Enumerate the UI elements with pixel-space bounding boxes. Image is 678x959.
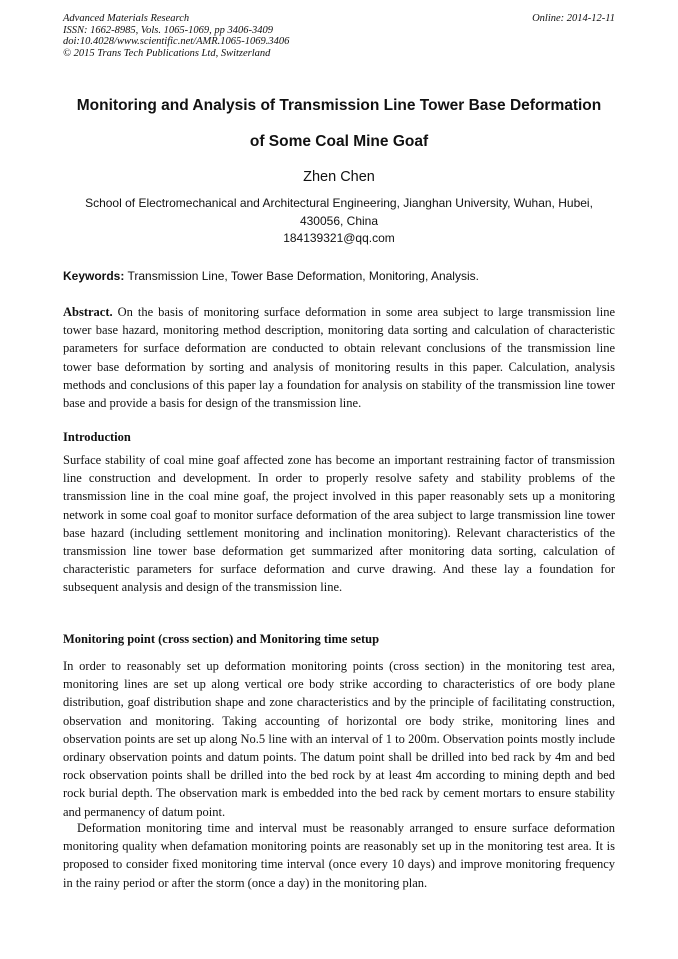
- journal-name: Advanced Materials Research: [63, 13, 190, 24]
- journal-copyright: © 2015 Trans Tech Publications Ltd, Switzerland: [63, 47, 271, 59]
- journal-doi: doi:10.4028/www.scientific.net/AMR.1065-1069.3406: [63, 36, 290, 48]
- paper-title-line-1: Monitoring and Analysis of Transmission Line Tower Base Deformation: [76, 97, 602, 114]
- paper-title-line-2: of Some Coal Mine Goaf: [249, 133, 429, 150]
- abstract-text: On the basis of monitoring surface deformation in some area subject to large transmission line tower base hazard, monitoring method description, monitoring data sorting and calculation of characteristic parameters for surface deformation are conducted to obtain relevant conclusions of the transmission line tower base deformation by sorting and analysis of monitoring results in this paper. Calculation, analysis methods and conclusions of this paper lay a foundation for analysis on stability of the transmission line tower base and provide a basis for design of the transmission line.: [63, 305, 615, 411]
- keywords: [63, 268, 623, 285]
- author-affiliation: School of Electromechanical and Architectural Engineering, Jianghan University, Wuhan, Hubei, 430056, China: [85, 196, 593, 228]
- keywords-label: Keywords:: [63, 269, 125, 283]
- monitoring-paragraph-2: Deformation monitoring time and interval must be reasonably arranged to ensure surface deformation monitoring quality when defamation monitoring points are reasonably set up in the monitoring test area. It is proposed to consider fixed monitoring time interval (once every 10 days) and improve monitoring frequency in the rainy period or after the storm (once a day) in the monitoring plan.: [63, 821, 615, 890]
- introduction-text: Surface stability of coal mine goaf affected zone has become an important restraining factor of transmission line construction and development. In order to properly resolve safety and stability problems of the transmission line in the coal mine goaf, the project involved in this paper reasonably sets up a monitoring network in some coal goaf to monitor surface deformation of the area subject to large transmission line tower base hazard (including settlement monitoring and inclination monitoring). Relevant characteristics of the transmission line tower base deformation get summarized after monitoring data sorting, calculation of characteristic parameters for surface deformation and curve drawing. And these lay a foundation for subsequent analysis and design of the transmission line.: [63, 453, 615, 595]
- journal-header: [63, 13, 615, 59]
- author-email: 184139321@qq.com: [283, 231, 395, 245]
- monitoring-paragraph-1: In order to reasonably set up deformation monitoring points (cross section) in the monitoring test area, monitoring lines are set up along vertical ore body strike according to characteristics of ore body plane distribution, goaf distribution shape and zone characteristics and by the principle of facilitating construction, observation and monitoring. Taking accounting of horizontal ore body strike, monitoring lines and observation points are set up along No.5 line with an interval of 1 to 200m. Observation points mostly include ordinary observation points and datum points. The datum point shall be drilled into bed rack by 4m and bed rock observation points shall be drilled into the bed rock by at least 4m according to mining depth and bed rock burial depth. The observation mark is embedded into the bed rack by cement mortars to ensure stability and permanency of datum point.: [63, 659, 615, 819]
- abstract: [63, 303, 615, 412]
- keywords-text: Transmission Line, Tower Base Deformation, Monitoring, Analysis.: [127, 269, 479, 283]
- monitoring-heading: Monitoring point (cross section) and Monitoring time setup: [63, 632, 380, 646]
- introduction-heading: Introduction: [63, 430, 131, 444]
- abstract-label: Abstract.: [63, 305, 113, 319]
- online-date: Online: 2014-12-11: [532, 13, 615, 24]
- author-name: Zhen Chen: [303, 169, 375, 185]
- journal-issn: ISSN: 1662-8985, Vols. 1065-1069, pp 3406-3409: [63, 24, 273, 36]
